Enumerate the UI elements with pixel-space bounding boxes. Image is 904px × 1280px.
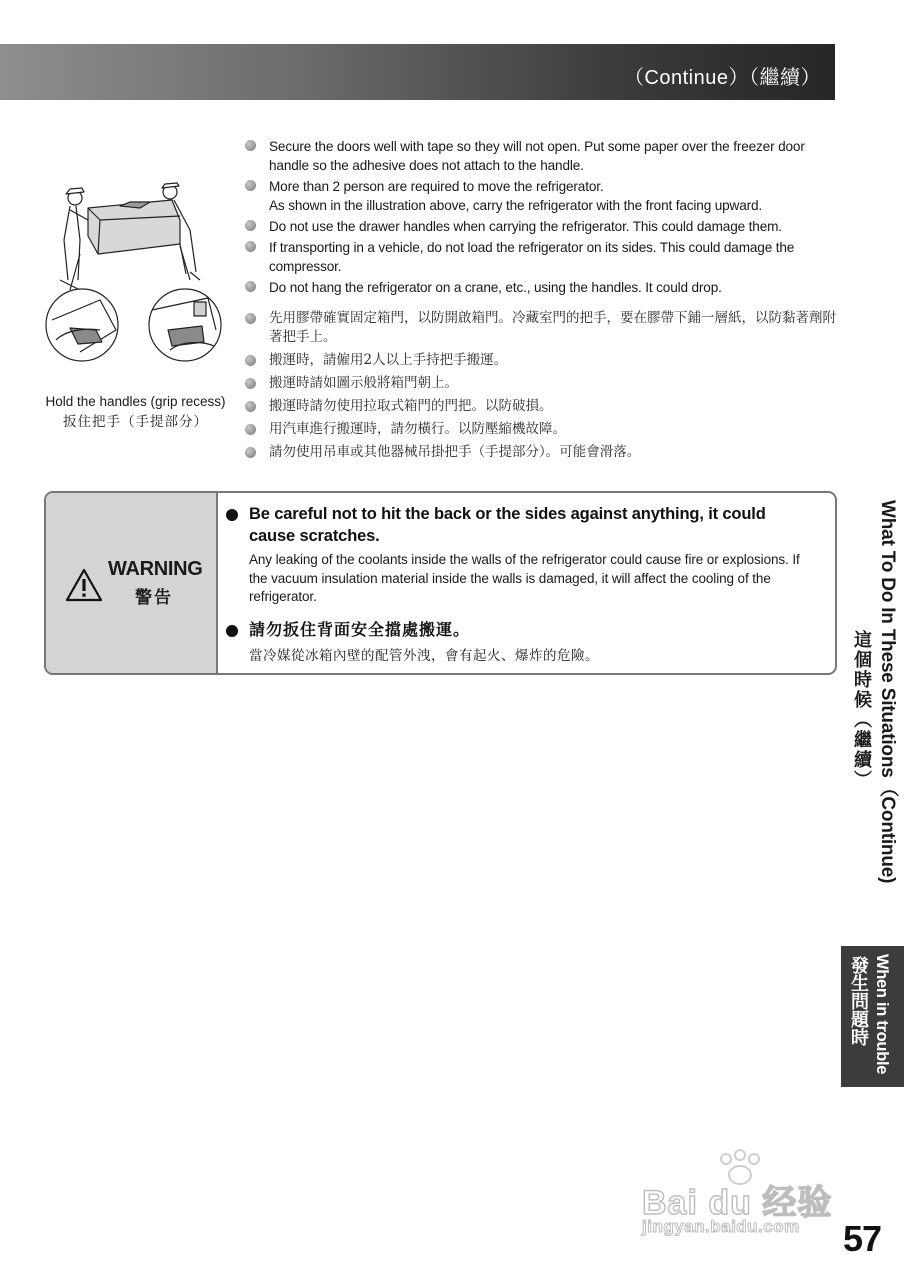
side-tab-label-zh: 發生問題時 bbox=[848, 956, 869, 1046]
side-tab-when-in-trouble bbox=[841, 946, 904, 1087]
list-item: 搬運時請勿使用拉取式箱門的門把。以防破損。 bbox=[245, 397, 845, 416]
watermark-url: jingyan.baidu.com bbox=[642, 1217, 800, 1236]
warning-body-en: Any leaking of the coolants inside the walls of the refrigerator could cause fire or explosions. If the vacuum insulation material inside the walls is damaged, it will affect the cooling of the refrigerator. bbox=[249, 552, 800, 604]
list-item: Do not use the drawer handles when carrying the refrigerator. This could damage them. bbox=[245, 217, 815, 236]
warning-item-zh bbox=[226, 619, 806, 666]
warning-label-en: WARNING bbox=[108, 558, 203, 580]
warning-box bbox=[44, 491, 837, 675]
list-item: If transporting in a vehicle, do not load the refrigerator on its sides. This could damage the compressor. bbox=[245, 238, 815, 276]
warning-label bbox=[108, 558, 203, 608]
list-item: 用汽車進行搬運時，請勿橫行。以防壓縮機故障。 bbox=[245, 420, 845, 439]
list-item: 搬運時，請僱用2人以上手持把手搬運。 bbox=[245, 351, 845, 370]
list-item: More than 2 person are required to move the refrigerator. As shown in the illustration above, carry the refrigerator with the front facing upward. bbox=[245, 177, 815, 215]
list-item: Secure the doors well with tape so they will not open. Put some paper over the freezer door handle so the adhesive does not attach to the handle. bbox=[245, 137, 815, 175]
bullet-icon bbox=[226, 509, 238, 521]
bullet-icon bbox=[245, 180, 256, 191]
refrigerator-carry-illustration bbox=[40, 180, 230, 380]
bullet-icon bbox=[245, 424, 256, 435]
list-item: Do not hang the refrigerator on a crane, etc., using the handles. It could drop. bbox=[245, 278, 815, 297]
header-bar bbox=[0, 44, 835, 100]
bullet-icon bbox=[245, 401, 256, 412]
warning-label-panel bbox=[46, 493, 218, 673]
warning-heading-en: Be careful not to hit the back or the sides against anything, it could cause scratches. bbox=[249, 505, 766, 545]
list-item: 先用膠帶確實固定箱門，以防開啟箱門。冷藏室門的把手，要在膠帶下鋪一層紙，以防黏著劑附著把手上。 bbox=[245, 309, 845, 347]
watermark-brand: Bai du 经验 bbox=[642, 1184, 833, 1222]
list-item: 搬運時請如圖示般將箱門朝上。 bbox=[245, 374, 845, 393]
bullet-icon bbox=[245, 355, 256, 366]
bullet-icon bbox=[245, 281, 256, 292]
bullet-icon bbox=[245, 378, 256, 389]
baidu-watermark bbox=[640, 1145, 850, 1245]
page-number: 57 bbox=[843, 1218, 882, 1259]
header-title: （Continue）（繼續） bbox=[623, 67, 821, 89]
warning-triangle-icon bbox=[65, 567, 103, 603]
instructions-en bbox=[245, 137, 815, 299]
instructions-zh bbox=[245, 309, 845, 466]
side-tab-label-en: When in trouble bbox=[873, 954, 891, 1075]
illustration-caption bbox=[38, 392, 233, 432]
bullet-icon bbox=[245, 140, 256, 151]
caption-en: Hold the handles (grip recess) bbox=[45, 394, 226, 409]
warning-body-zh: 當冷媒從冰箱內壁的配管外洩，會有起火、爆炸的危險。 bbox=[249, 647, 599, 664]
warning-label-zh: 警告 bbox=[135, 588, 173, 608]
side-title-zh: 這個時候（繼續） bbox=[851, 630, 872, 790]
warning-item-en bbox=[226, 503, 806, 607]
bullet-icon bbox=[226, 625, 238, 637]
side-section-title bbox=[846, 500, 902, 940]
list-item: 請勿使用吊車或其他器械吊掛把手（手提部分）。可能會滑落。 bbox=[245, 443, 845, 462]
warning-heading-zh: 請勿扳住背面安全擋處搬運。 bbox=[249, 619, 471, 639]
bullet-icon bbox=[245, 447, 256, 458]
caption-zh: 扳住把手（手提部分） bbox=[63, 414, 208, 430]
bullet-icon bbox=[245, 313, 256, 324]
bullet-icon bbox=[245, 241, 256, 252]
bullet-icon bbox=[245, 220, 256, 231]
warning-content bbox=[226, 503, 806, 665]
side-title-en: What To Do In These Situations（Continue) bbox=[877, 500, 898, 884]
